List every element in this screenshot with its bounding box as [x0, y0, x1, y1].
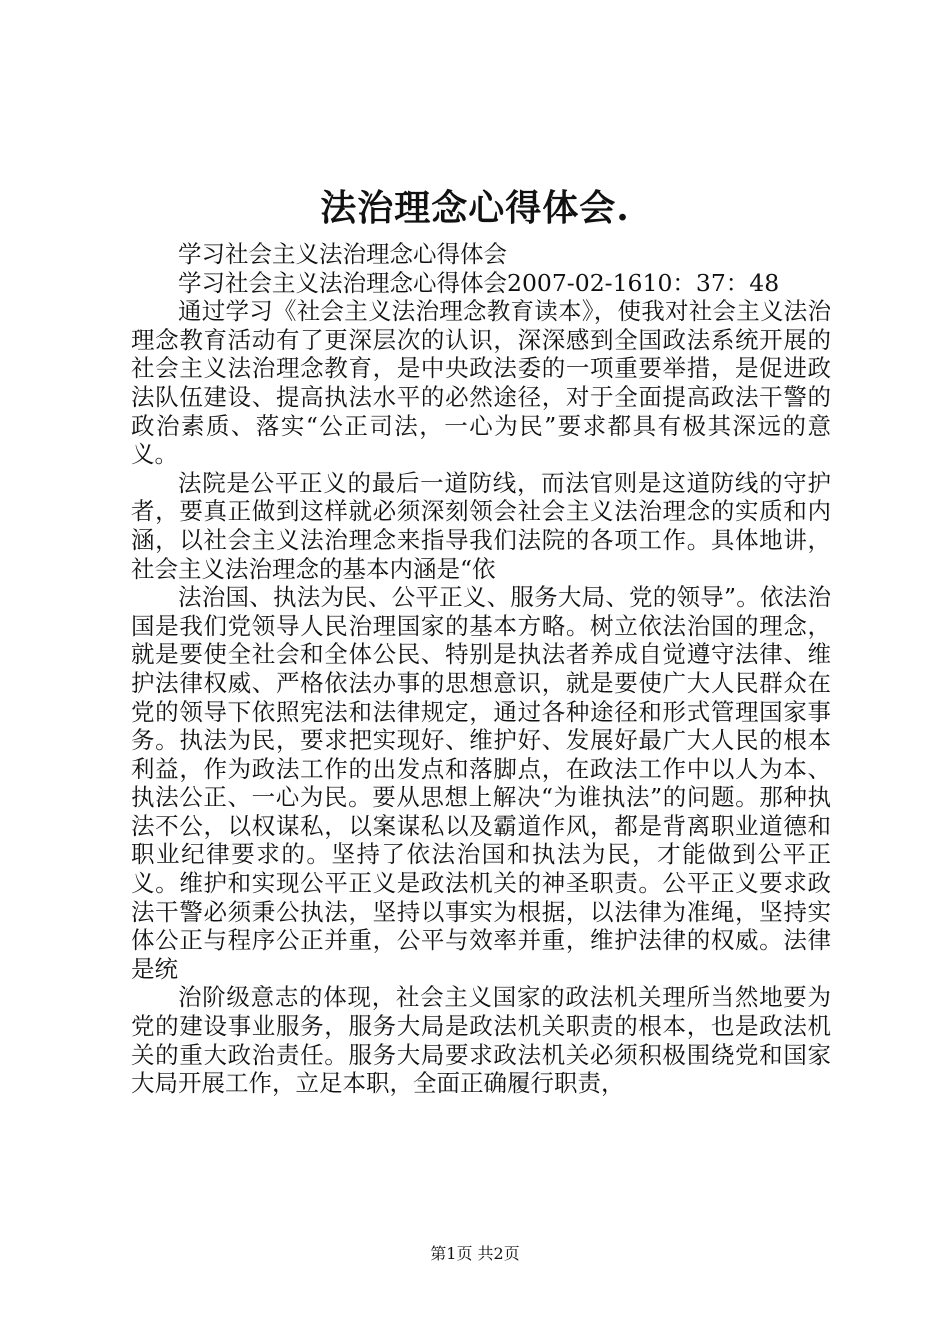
paragraph-3: 法治国、执法为民、公平正义、服务大局、党的领导”。依法治国是我们党领导人民治理国家的基本方略。树立依法治国的理念，就是要使全社会和全体公民、特别是执法者养成自觉遵守法律、维护法律权威、严格依法办事的思想意识，就是要使广大人民群众在党的领导下依照宪法和法律规定，通过各种途径和形式管理国家事务。执法为民，要求把实现好、维护好、发展好最广大人民的根本利益，作为政法工作的出发点和落脚点，在政法工作中以人为本、执法公正、一心为民。要从思想上解决“为谁执法”的问题。那种执法不公，以权谋私，以案谋私以及霸道作风，都是背离职业道德和职业纪律要求的。坚持了依法治国和执法为民，才能做到公平正义。维护和实现公平正义是政法机关的神圣职责。公平正义要求政法干警必须秉公执法，坚持以事实为根据，以法律为准绳，坚持实体公正与程序公正并重，公平与效率并重，维护法律的权威。法律是统 — [131, 583, 831, 983]
paragraph-2: 法院是公平正义的最后一道防线，而法官则是这道防线的守护者，要真正做到这样就必须深刻领会社会主义法治理念的实质和内涵，以社会主义法治理念来指导我们法院的各项工作。具体地讲，社会主义法治理念的基本内涵是“依 — [131, 468, 831, 583]
paragraph-subtitle: 学习社会主义法治理念心得体会 — [178, 240, 507, 268]
document-title: 法治理念心得体会. — [320, 187, 630, 229]
paragraph-4: 治阶级意志的体现，社会主义国家的政法机关理所当然地要为党的建设事业服务，服务大局是政法机关职责的根本，也是政法机关的重大政治责任。服务大局要求政法机关必须积极围绕党和国家大局开展工作，立足本职，全面正确履行职责， — [131, 983, 831, 1098]
paragraph-1: 通过学习《社会主义法治理念教育读本》，使我对社会主义法治理念教育活动有了更深层次的认识，深深感到全国政法系统开展的社会主义法治理念教育，是中央政法委的一项重要举措，是促进政法队伍建设、提高执法水平的必然途径，对于全面提高政法干警的政治素质、落实“公正司法，一心为民”要求都具有极其深远的意义。 — [131, 297, 831, 469]
paragraph-subtitle-date: 学习社会主义法治理念心得体会2007-02-1610：37：48 — [178, 268, 780, 297]
page-footer: 第1页 共2页 — [430, 1244, 520, 1263]
document-body — [131, 240, 831, 1098]
